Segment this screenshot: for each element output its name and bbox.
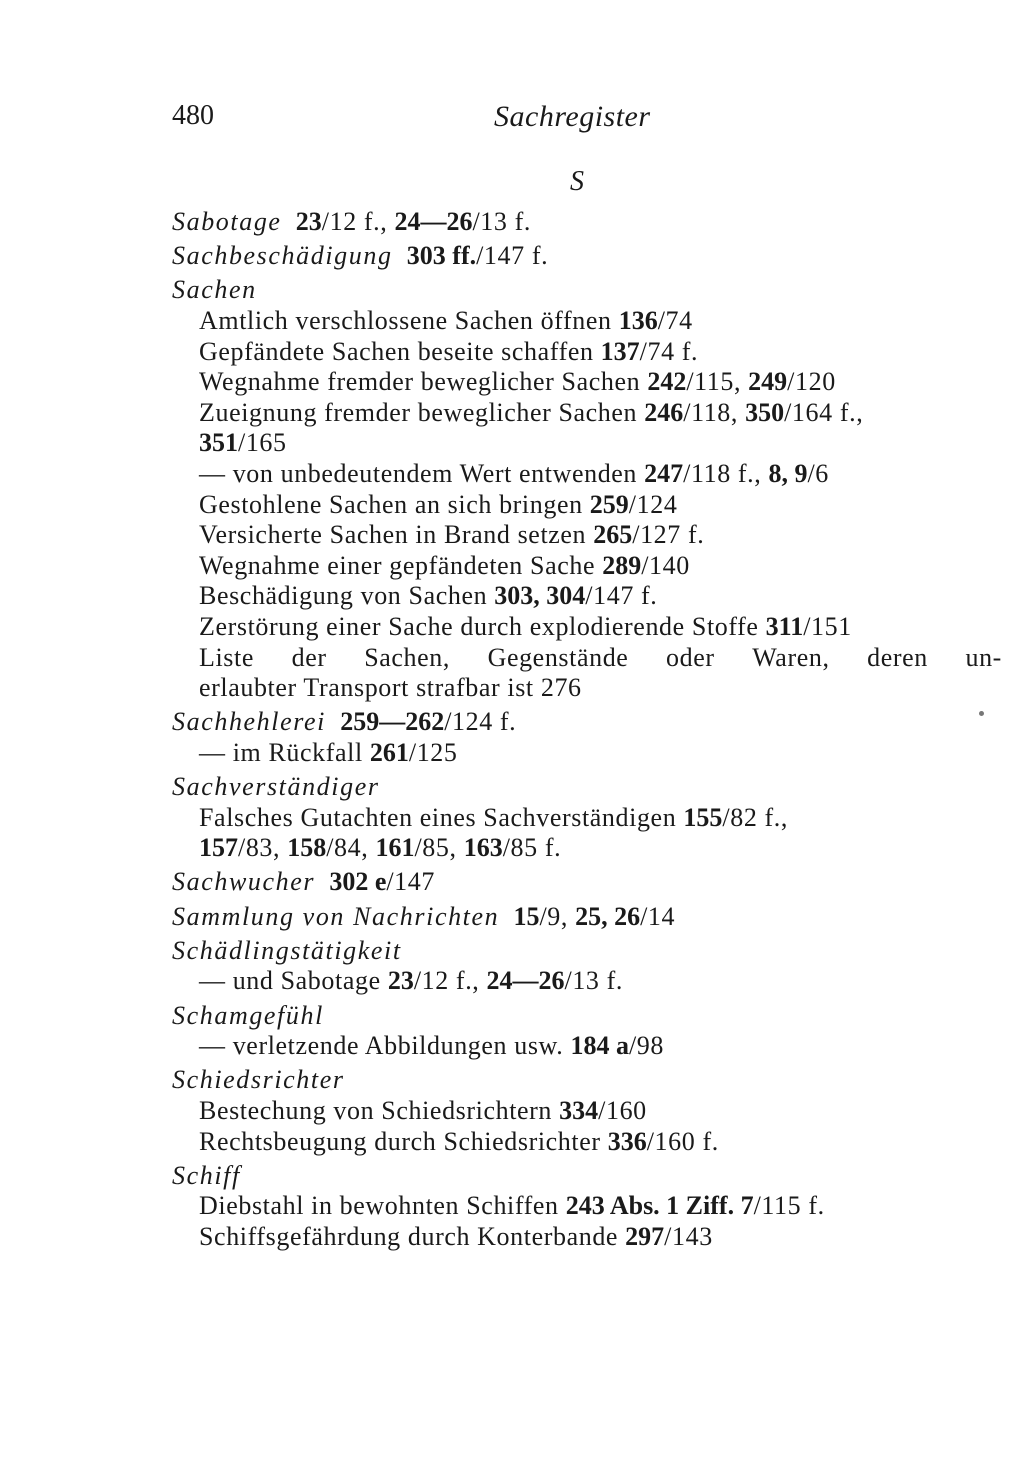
entry-heading: Schamgefühl [172,1000,324,1030]
print-speck [979,711,984,716]
subentry: Falsches Gutachten eines Sachverständigen 155/82 f., [199,802,788,832]
subentry: Schiffsgefährdung durch Konterbande 297/143 [199,1221,713,1251]
entry-refs: 259—262/124 f. [340,707,517,737]
index-entry-sachen [172,275,1002,703]
subentry: Beschädigung von Sachen 303, 304/147 f. [199,581,658,611]
subentry: Gestohlene Sachen an sich bringen 259/124 [199,489,678,519]
page-number: 480 [172,100,214,131]
entry-refs: 15/9, 25, 26/14 [513,901,676,931]
subentry: — verletzende Abbildungen usw. 184 a/98 [199,1031,664,1061]
index-entry-sachverstaendiger [172,772,1002,864]
entry-heading: Sachhehlerei [172,707,326,737]
subentry: Amtlich verschlossene Sachen öffnen 136/74 [199,305,693,335]
index-entry-schiedsrichter [172,1065,1002,1157]
index-entry-sammlung-von-nachrichten [172,902,1002,933]
subentry: Wegnahme fremder beweglicher Sachen 242/115, 249/120 [199,367,836,397]
index-entry-schaedlingstaetigkeit [172,936,1002,997]
entry-heading: Schädlingstätigkeit [172,935,402,965]
subentry-continuation: 157/83, 158/84, 161/85, 163/85 f. [199,833,562,863]
entry-refs: 302 e/147 [329,867,435,897]
subentry: Rechtsbeugung durch Schiedsrichter 336/160 f. [199,1126,719,1156]
entry-heading: Schiff [172,1160,241,1190]
subentry: Liste der Sachen, Gegenstände oder Waren, deren un- [199,642,1002,672]
subentry-continuation: 351/165 [199,428,287,458]
entry-heading: Sammlung von Nachrichten [172,901,500,931]
entry-heading: Sachwucher [172,867,316,897]
subentry: — im Rückfall 261/125 [199,737,458,767]
subentry: Diebstahl in bewohnten Schiffen 243 Abs. 1 Ziff. 7/115 f. [199,1191,825,1221]
entry-refs: 303 ff./147 f. [406,241,549,271]
running-title: Sachregister [494,100,651,133]
index-entry-sachbeschaedigung [172,241,1002,272]
index-entry-schamgefuehl [172,1001,1002,1062]
index-entry-sachhehlerei [172,707,1002,768]
section-letter: S [570,166,584,197]
subentry: — und Sabotage 23/12 f., 24—26/13 f. [199,966,623,996]
entry-heading: Sachverständiger [172,772,380,802]
entry-heading: Sachen [172,275,257,305]
subentry: Zerstörung einer Sache durch explodierende Stoffe 311/151 [199,611,852,641]
subentry: Bestechung von Schiedsrichtern 334/160 [199,1095,647,1125]
subentry: Versicherte Sachen in Brand setzen 265/127 f. [199,520,705,550]
index-entry-sachwucher [172,867,1002,898]
subentry: Wegnahme einer gepfändeten Sache 289/140 [199,550,690,580]
index-list [172,207,1002,1253]
index-entry-sabotage [172,207,1002,238]
subentry: Gepfändete Sachen beseite schaffen 137/74 f. [199,336,699,366]
entry-refs: 23/12 f., 24—26/13 f. [295,207,531,236]
entry-heading: Sabotage [172,207,282,236]
subentry: — von unbedeutendem Wert entwenden 247/118 f., 8, 9/6 [199,458,829,488]
index-entry-schiff [172,1161,1002,1253]
entry-heading: Sachbeschädigung [172,241,393,271]
subentry-continuation: erlaubter Transport strafbar ist 276 [199,673,582,703]
entry-heading: Schiedsrichter [172,1065,345,1095]
subentry: Zueignung fremder beweglicher Sachen 246/118, 350/164 f., [199,397,864,427]
